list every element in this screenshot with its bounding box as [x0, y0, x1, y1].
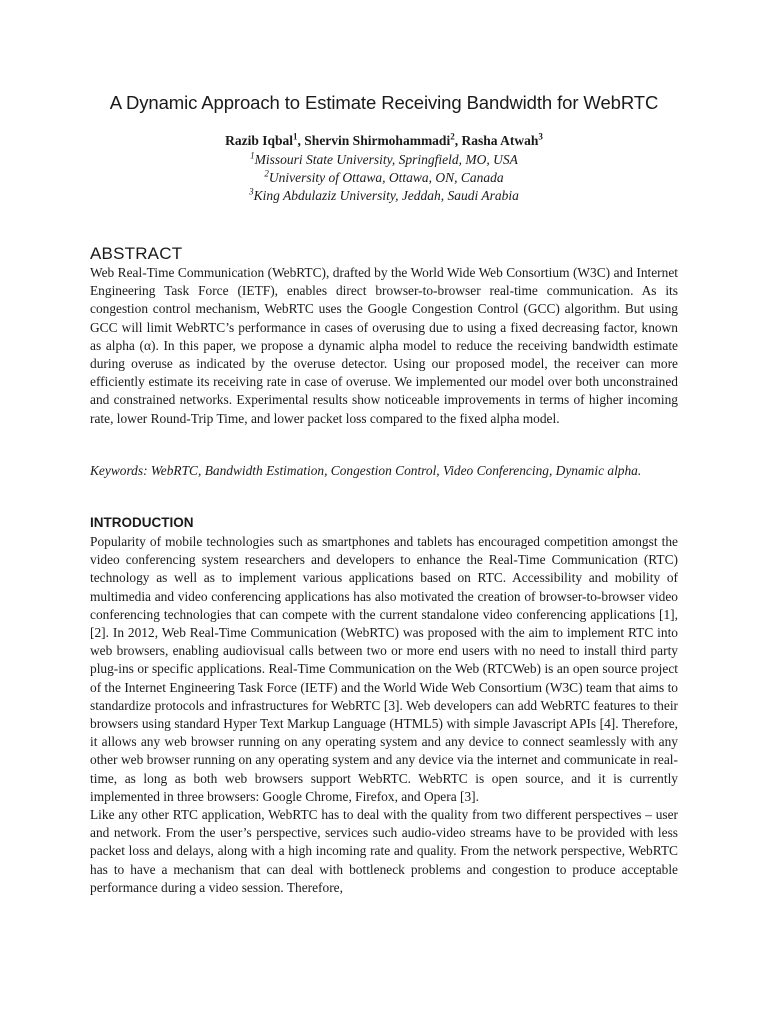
affiliation-2: $^2$University of Ottawa, Ottawa, ON, Canada [264, 168, 504, 185]
abstract-heading: ABSTRACT [90, 244, 183, 263]
author: Shervin Shirmohammadi$^2$, [304, 131, 462, 148]
abstract-body: Web Real-Time Communication (WebRTC), drafted by the World Wide Web Consortium (W3C) and Internet Engineering Task Force (IETF), enables direct browser-to-browser real-time communication. As its congestion control mechanism, WebRTC uses the Google Congestion Control (GCC) algorithm. But using GCC will limit WebRTC’s performance in cases of overusing due to using a fixed decreasing factor, known as alpha (α). In this paper, we propose a dynamic alpha model to reduce the receiving bandwidth estimate during overuse as indicated by the overuse detector. Using our proposed model, the receiver can more efficiently estimate its receiving rate in case of overuse. We implemented our model over both unconstrained and constrained networks. Experimental results show noticeable improvements in terms of higher incoming rate, lower Round-Trip Time, and lower packet loss compared to the fixed alpha model. [90, 265, 678, 426]
author-list [0, 133, 768, 149]
author: Razib Iqbal$^1$, [225, 131, 305, 148]
author: Rasha Atwah$^3$ [461, 131, 543, 148]
keywords: Keywords: WebRTC, Bandwidth Estimation, Congestion Control, Video Conferencing, Dynamic alpha. [90, 463, 642, 478]
affiliation-1: $^1$Missouri State University, Springfield, MO, USA [250, 150, 518, 167]
introduction-heading: INTRODUCTION [90, 515, 194, 530]
intro-paragraph-1: Popularity of mobile technologies such as smartphones and tablets has encouraged competition amongst the video conferencing system researchers and developers to enhance the Real-Time Communication (RTC) technology as well as to implement various applications based on RTC. Accessibility and mobility of multimedia and video conferencing applications has also motivated the creation of browser-to-browser video conferencing technologies that can compete with the current standalone video conferencing applications [1],[2]. In 2012, Web Real-Time Communication (WebRTC) was proposed with the aim to implement RTC into web browsers, enabling audiovisual calls between two or more end users with no need to install third party plug-ins or specific applications. Real-Time Communication on the Web (RTCWeb) is an open source project of the Internet Engineering Task Force (IETF) and the World Wide Web Consortium (W3C) team that aims to standardize protocols and infrastructures for WebRTC [3]. Web developers can add WebRTC features to their browsers using standard Hyper Text Markup Language (HTML5) with simple Javascript APIs [4]. Therefore, it allows any web browser running on any operating system and any device to connect seamlessly with any other web browser running on any operating system and any device via the internet and communicate in real-time, as long as both web browsers support WebRTC. WebRTC is open source, and it is currently implemented in three browsers: Google Chrome, Firefox, and Opera [3]. [90, 534, 678, 804]
paper-title: A Dynamic Approach to Estimate Receiving Bandwidth for WebRTC [109, 92, 659, 113]
intro-paragraph-2: Like any other RTC application, WebRTC has to deal with the quality from two different perspectives – user and network. From the user’s perspective, services such audio-video streams have to be provided with less packet loss and delays, along with a high incoming rate and quality. From the network perspective, WebRTC has to have a mechanism that can deal with bottleneck problems and congestion to produce acceptable performance during a video session. Therefore, [90, 807, 678, 895]
affiliation-3: $^3$King Abdulaziz University, Jeddah, Saudi Arabia [249, 186, 519, 203]
introduction-body [90, 533, 678, 897]
